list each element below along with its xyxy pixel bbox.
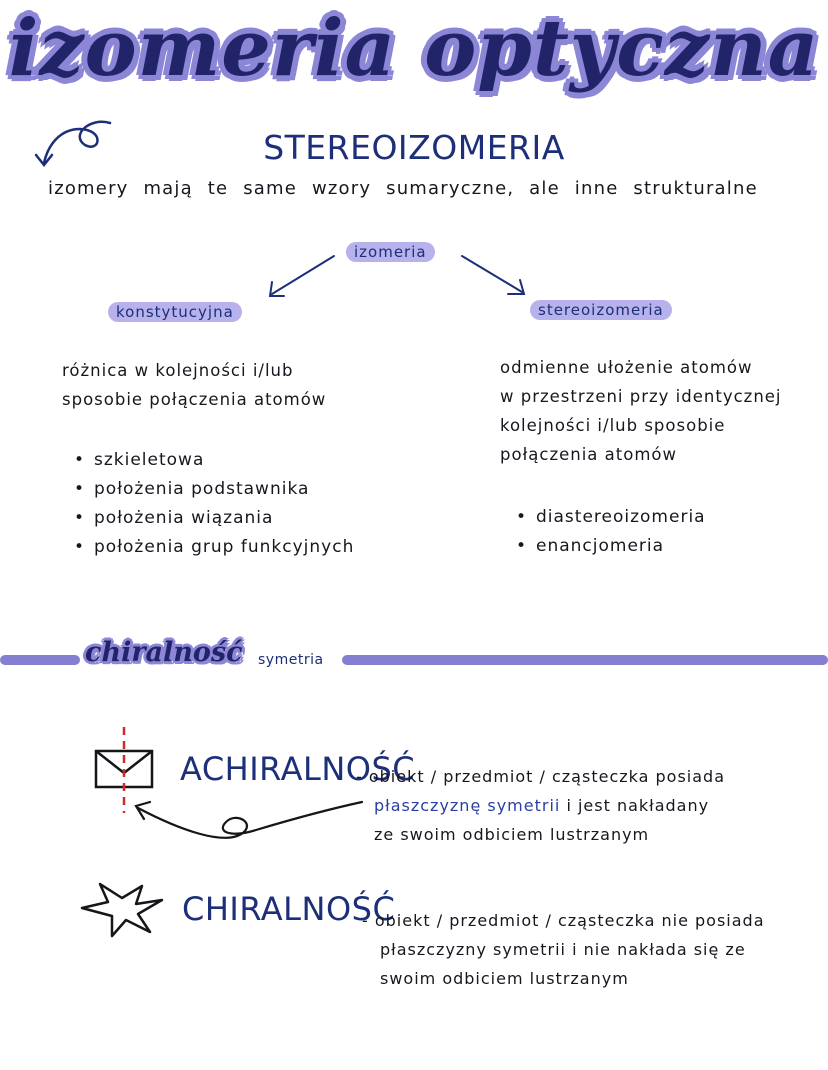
list-item: • szkieletowa: [74, 446, 354, 475]
list-item: • położenia grup funkcyjnych: [74, 533, 354, 562]
definition-line: - obiekt / przedmiot / cząsteczka nie posiada: [362, 911, 765, 930]
description-line: odmienne ułożenie atomów: [500, 358, 753, 377]
irregular-star-icon: [78, 880, 168, 940]
chirality-definition: [362, 906, 812, 993]
list-item: • położenia wiązania: [74, 504, 354, 533]
description-line: sposobie połączenia atomów: [62, 390, 327, 409]
loop-arrow-icon: [126, 792, 366, 852]
description-line: kolejności i/lub sposobie: [500, 416, 726, 435]
description-line: połączenia atomów: [500, 445, 677, 464]
chirality-term: CHIRALNOŚĆ: [182, 890, 396, 928]
definition-text: izomery mają te same wzory sumaryczne, ale inne strukturalne: [48, 178, 758, 199]
definition-text: i jest nakładany: [560, 796, 710, 815]
section-title: chiralność: [85, 637, 243, 668]
list-item: • położenia podstawnika: [74, 475, 354, 504]
section-subtitle: symetria: [258, 652, 324, 668]
branch-label-stereoisomerism: stereoizomeria: [530, 300, 672, 320]
stereoisomerism-description: [500, 353, 810, 469]
branch-label-constitutional: konstytucyjna: [108, 302, 242, 322]
definition-line: [356, 791, 816, 820]
list-item: • enancjomeria: [516, 532, 706, 561]
constitutional-types-list: [74, 446, 354, 562]
page-title: izomeria optyczna: [8, 3, 820, 94]
diagram-center-label: izomeria: [346, 242, 435, 262]
list-item: • diastereoizomeria: [516, 503, 706, 532]
left-branch-arrow: [262, 252, 342, 302]
stereoisomerism-types-list: [516, 503, 706, 561]
constitutional-description: [62, 356, 382, 414]
definition-line: swoim odbiciem lustrzanym: [380, 969, 629, 988]
description-line: w przestrzeni przy identycznej: [500, 387, 782, 406]
description-line: różnica w kolejności i/lub: [62, 361, 294, 380]
achirality-term: ACHIRALNOŚĆ: [180, 750, 416, 788]
achirality-definition: [356, 762, 816, 849]
highlighted-term: płaszczyznę symetrii: [374, 796, 561, 815]
definition-line: ze swoim odbiciem lustrzanym: [374, 825, 650, 844]
section-divider-left: [0, 655, 80, 665]
definition-line: - obiekt / przedmiot / cząsteczka posiada: [356, 767, 725, 786]
subtitle: STEREOIZOMERIA: [263, 128, 565, 167]
right-branch-arrow: [458, 252, 538, 302]
definition-line: płaszczyzny symetrii i nie nakłada się ze: [380, 940, 746, 959]
section-divider-right: [342, 655, 828, 665]
